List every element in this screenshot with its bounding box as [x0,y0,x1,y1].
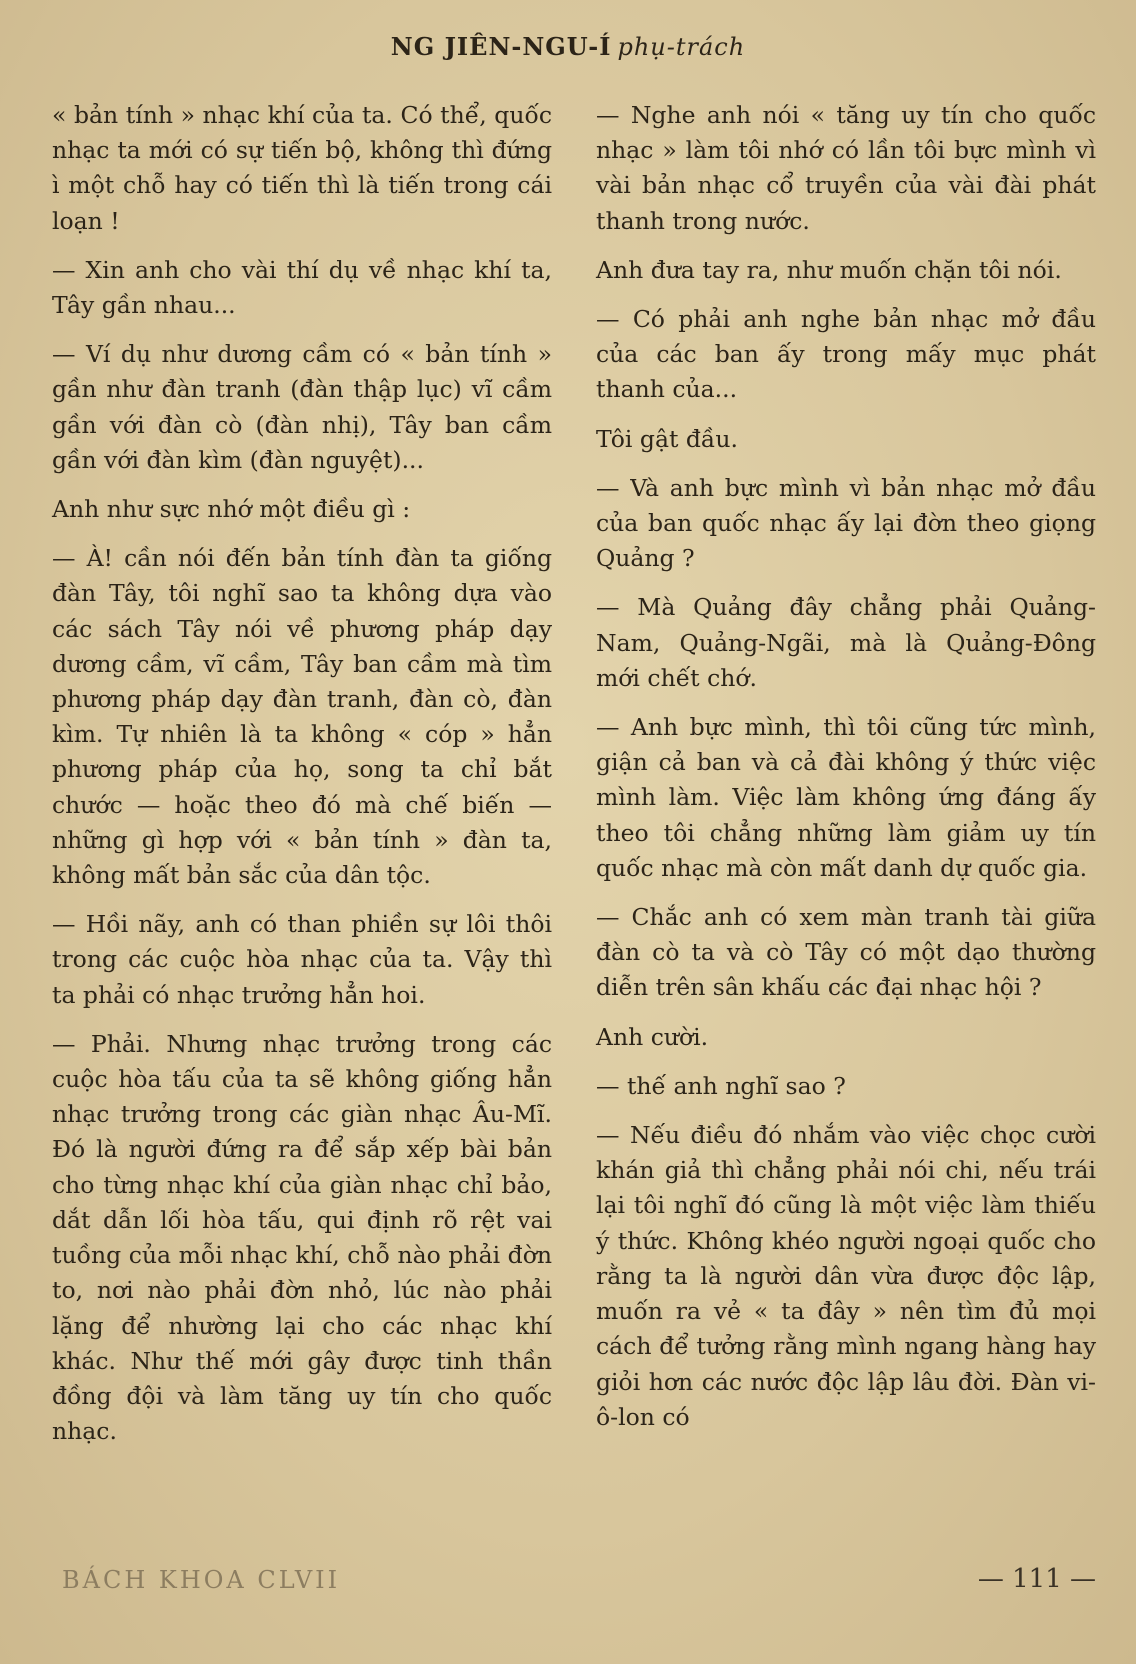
paragraph: Anh cười. [596,1022,709,1051]
footer-publication: BÁCH KHOA CLVII [62,1566,341,1594]
paragraph: Anh như sực nhớ một điều gì : [52,495,411,524]
running-head [0,32,1136,61]
paragraph: — Ví dụ như dương cầm có « bản tính » gần như đàn tranh (đàn thập lục) vĩ cầm gần với đàn cò (đàn nhị), Tây ban cầm gần với đàn kìm (đàn nguyệt)... [52,340,552,474]
paragraph: Anh đưa tay ra, như muốn chặn tôi nói. [596,255,1062,284]
left-column [52,98,552,1463]
header-title: NG JIÊN-NGU-Í [390,32,612,61]
paragraph: — thế anh nghĩ sao ? [596,1071,846,1100]
paragraph: — Có phải anh nghe bản nhạc mở đầu của các ban ấy trong mấy mục phát thanh của... [596,305,1096,404]
paragraph: — Hồi nãy, anh có than phiền sự lôi thôi trong các cuộc hòa nhạc của ta. Vậy thì ta phải có nhạc trưởng hẳn hoi. [52,910,552,1009]
paragraph: — Anh bực mình, thì tôi cũng tức mình, giận cả ban và cả đài không ý thức việc mình làm. Việc làm không ứng đáng ấy theo tôi chẳng những làm giảm uy tín quốc nhạc mà còn mất danh dự quốc gia. [596,713,1096,882]
paragraph: — Mà Quảng đây chẳng phải Quảng-Nam, Quảng-Ngãi, mà là Quảng-Đông mới chết chớ. [596,593,1096,692]
paragraph: — Chắc anh có xem màn tranh tài giữa đàn cò ta và cò Tây có một dạo thường diễn trên sân khấu các đại nhạc hội ? [596,903,1096,1002]
paragraph: — Xin anh cho vài thí dụ về nhạc khí ta, Tây gần nhau... [52,255,552,320]
right-column [596,98,1096,1449]
paragraph: « bản tính » nhạc khí của ta. Có thể, quốc nhạc ta mới có sự tiến bộ, không thì đứng ì một chỗ hay có tiến thì là tiến trong cái loạn ! [52,101,552,235]
paragraph: — Phải. Nhưng nhạc trưởng trong các cuộc hòa tấu của ta sẽ không giống hẳn nhạc trưởng trong các giàn nhạc Âu-Mĩ. Đó là người đứng ra để sắp xếp bài bản cho từng nhạc khí của giàn nhạc chỉ bảo, dắt dẫn lối hòa tấu, qui định rõ rệt vai tuồng của mỗi nhạc khí, chỗ nào phải đờn to, nơi nào phải đờn nhỏ, lúc nào phải lặng để nhường lại cho các nhạc khí khác. Như thế mới gây được tinh thần đồng đội và làm tăng uy tín cho quốc nhạc. [52,1029,552,1446]
paragraph: — Nghe anh nói « tăng uy tín cho quốc nhạc » làm tôi nhớ có lần tôi bực mình vì vài bản nhạc cổ truyền của vài đài phát thanh trong nước. [596,101,1096,235]
paragraph: — À! cần nói đến bản tính đàn ta giống đàn Tây, tôi nghĩ sao ta không dựa vào các sách Tây nói về phương pháp dạy dương cầm, vĩ cầm, Tây ban cầm mà tìm phương pháp dạy đàn tranh, đàn cò, đàn kìm. Tự nhiên là ta không « cóp » hẳn phương pháp của họ, song ta chỉ bắt chước — hoặc theo đó mà chế biến — những gì hợp với « bản tính » đàn ta, không mất bản sắc của dân tộc. [52,544,552,890]
header-subtitle: phụ-trách [617,33,746,61]
paragraph: Tôi gật đầu. [596,424,738,453]
paragraph: — Nếu điều đó nhắm vào việc chọc cười khán giả thì chẳng phải nói chi, nếu trái lại tôi nghĩ đó cũng là một việc làm thiếu ý thức. Không khéo người ngoại quốc cho rằng ta là người dân vừa được độc lập, muốn ra vẻ « ta đây » nên tìm đủ mọi cách để tưởng rằng mình ngang hàng hay giỏi hơn các nước độc lập lâu đời. Đàn vi-ô-lon có [596,1121,1096,1431]
footer-page-number: — 111 — [977,1564,1096,1594]
paragraph: — Và anh bực mình vì bản nhạc mở đầu của ban quốc nhạc ấy lại đờn theo giọng Quảng ? [596,473,1096,573]
